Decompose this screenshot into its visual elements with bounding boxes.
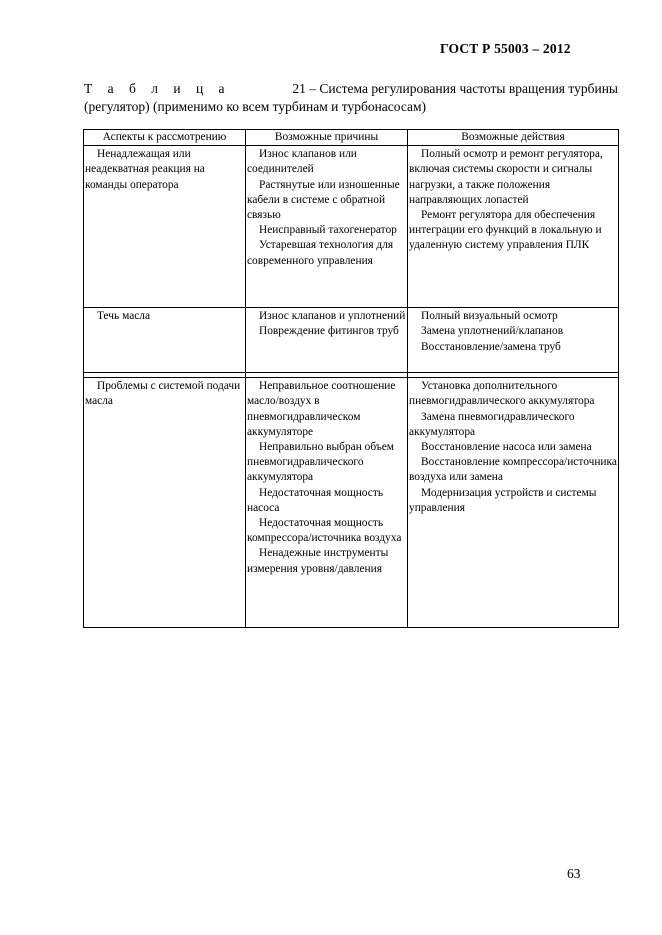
action-item: Ремонт регулятора для обеспечения интеграции его функций в локальную и удаленную систему управления ПЛК — [409, 209, 602, 252]
header-causes: Возможные причины — [246, 130, 408, 146]
aspect-text: Ненадлежащая или неадекватная реакция на команды оператора — [85, 148, 205, 191]
document-id: ГОСТ Р 55003 – 2012 — [440, 41, 571, 56]
table-row — [84, 378, 619, 628]
cause-item: Недостаточная мощность насоса — [247, 486, 384, 514]
causes-cell — [246, 378, 408, 628]
action-item: Восстановление насоса или замена — [421, 441, 592, 454]
header-aspects: Аспекты к рассмотрению — [84, 130, 246, 146]
causes-cell — [246, 308, 408, 373]
aspect-cell — [84, 146, 246, 308]
cause-item: Устаревшая технология для современного управления — [247, 239, 394, 267]
action-item: Восстановление/замена труб — [421, 340, 561, 353]
action-item: Восстановление компрессора/источника воздуха или замена — [409, 456, 617, 484]
cause-item: Недостаточная мощность компрессора/источника воздуха — [247, 517, 402, 545]
aspect-text: Течь масла — [97, 310, 151, 323]
cause-item: Неправильное соотношение масло/воздух в пневмогидравлическом аккумуляторе — [247, 380, 396, 438]
action-item: Замена пневмогидравлического аккумулятора — [409, 410, 575, 438]
table-header-row — [84, 130, 619, 146]
header-actions: Возможные действия — [408, 130, 619, 146]
actions-cell — [408, 146, 619, 308]
table-row — [84, 146, 619, 308]
action-item: Полный визуальный осмотр — [421, 310, 558, 323]
cause-item: Износ клапанов и уплотнений — [259, 310, 406, 323]
table-caption — [84, 80, 618, 116]
table-row — [84, 308, 619, 373]
regulator-table — [83, 129, 619, 628]
cause-item: Износ клапанов или соединителей — [247, 148, 357, 176]
aspect-cell — [84, 308, 246, 373]
aspect-cell — [84, 378, 246, 628]
cause-item: Ненадежные инструменты измерения уровня/давления — [247, 547, 389, 575]
page-number: 63 — [567, 866, 581, 881]
action-item: Полный осмотр и ремонт регулятора, включая системы скорости и сигналы нагрузки, а также положения направляющих лопастей — [409, 148, 603, 206]
action-item: Установка дополнительного пневмогидравлического аккумулятора — [409, 380, 595, 408]
action-item: Модернизация устройств и системы управления — [409, 486, 597, 514]
caption-label: Т а б л и ц а — [84, 81, 231, 96]
actions-cell — [408, 308, 619, 373]
aspect-text: Проблемы с системой подачи масла — [85, 380, 241, 408]
caption-title-line1: 21 – Система регулирования частоты вращения турбины — [292, 81, 618, 96]
caption-title-line2: (регулятор) (применимо ко всем турбинам и турбонасосам) — [84, 99, 427, 114]
cause-item: Неправильно выбран объем пневмогидравлического аккумулятора — [247, 441, 395, 484]
cause-item: Повреждение фитингов труб — [259, 325, 399, 338]
actions-cell — [408, 378, 619, 628]
cause-item: Растянутые или изношенные кабели в системе с обратной связью — [247, 178, 400, 222]
causes-cell — [246, 146, 408, 308]
action-item: Замена уплотнений/клапанов — [421, 325, 564, 338]
cause-item: Неисправный тахогенератор — [259, 224, 397, 237]
